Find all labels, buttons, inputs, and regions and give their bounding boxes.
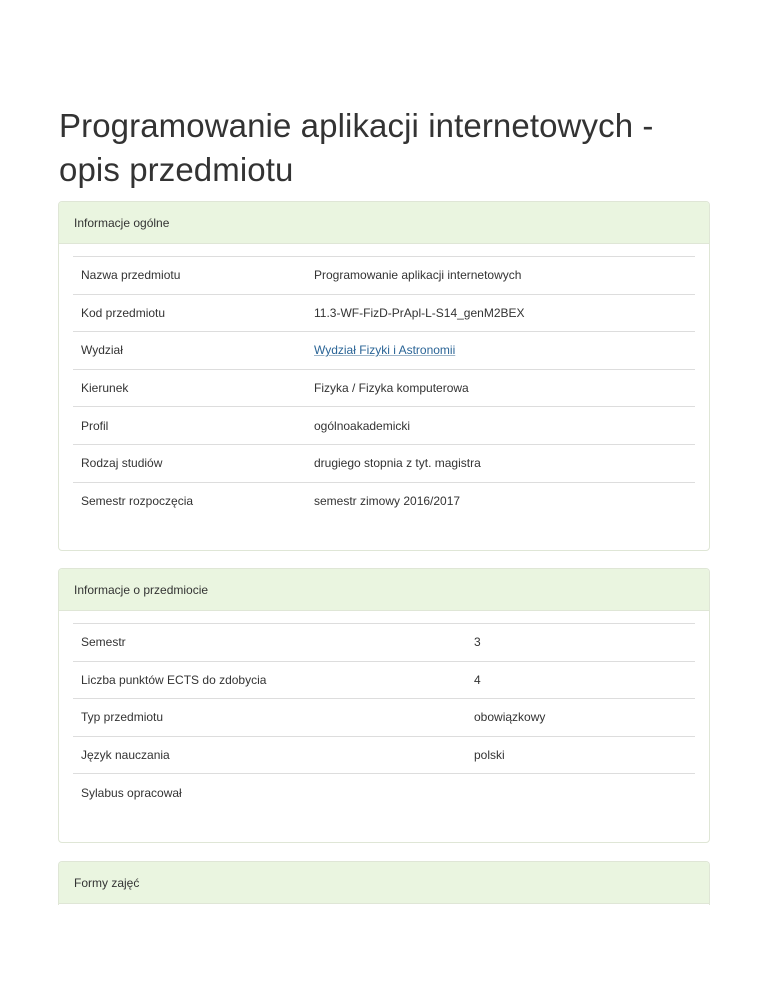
- table-row: [73, 736, 695, 774]
- table-row: [73, 257, 695, 295]
- row-value: ogólnoakademicki: [306, 407, 695, 445]
- table-row: [73, 661, 695, 699]
- row-value: obowiązkowy: [466, 699, 695, 737]
- row-label: Semestr rozpoczęcia: [73, 482, 306, 520]
- row-value: polski: [466, 736, 695, 774]
- row-value: Fizyka / Fizyka komputerowa: [306, 369, 695, 407]
- table-row: [73, 482, 695, 520]
- subject-info-heading: Informacje o przedmiocie: [59, 569, 709, 611]
- row-label: Typ przedmiotu: [73, 699, 466, 737]
- table-row: [73, 624, 695, 662]
- subject-info-panel: [58, 568, 710, 843]
- row-value: 3: [466, 624, 695, 662]
- table-row: [73, 699, 695, 737]
- row-label: Liczba punktów ECTS do zdobycia: [73, 661, 466, 699]
- class-forms-heading: Formy zajęć: [59, 862, 709, 904]
- row-label: Wydział: [73, 332, 306, 370]
- class-forms-panel: [58, 861, 710, 905]
- row-label: Sylabus opracował: [73, 774, 466, 812]
- table-row: [73, 774, 695, 812]
- table-row: [73, 332, 695, 370]
- row-value: drugiego stopnia z tyt. magistra: [306, 444, 695, 482]
- subject-info-table: [73, 623, 695, 811]
- row-value: [466, 774, 695, 812]
- table-row: [73, 407, 695, 445]
- row-label: Semestr: [73, 624, 466, 662]
- row-label: Nazwa przedmiotu: [73, 257, 306, 295]
- row-label: Rodzaj studiów: [73, 444, 306, 482]
- general-info-heading: Informacje ogólne: [59, 202, 709, 244]
- general-info-table: [73, 256, 695, 520]
- page-title: Programowanie aplikacji internetowych - opis przedmiotu: [59, 107, 654, 188]
- row-value: 11.3-WF-FizD-PrApl-L-S14_genM2BEX: [306, 294, 695, 332]
- table-row: [73, 444, 695, 482]
- table-row: [73, 369, 695, 407]
- row-value: Programowanie aplikacji internetowych: [306, 257, 695, 295]
- row-value: [306, 332, 695, 370]
- general-info-panel: [58, 201, 710, 551]
- row-label: Profil: [73, 407, 306, 445]
- row-label: Kierunek: [73, 369, 306, 407]
- table-row: [73, 294, 695, 332]
- row-label: Język nauczania: [73, 736, 466, 774]
- faculty-link[interactable]: Wydział Fizyki i Astronomii: [314, 343, 456, 358]
- row-value: 4: [466, 661, 695, 699]
- row-label: Kod przedmiotu: [73, 294, 306, 332]
- row-value: semestr zimowy 2016/2017: [306, 482, 695, 520]
